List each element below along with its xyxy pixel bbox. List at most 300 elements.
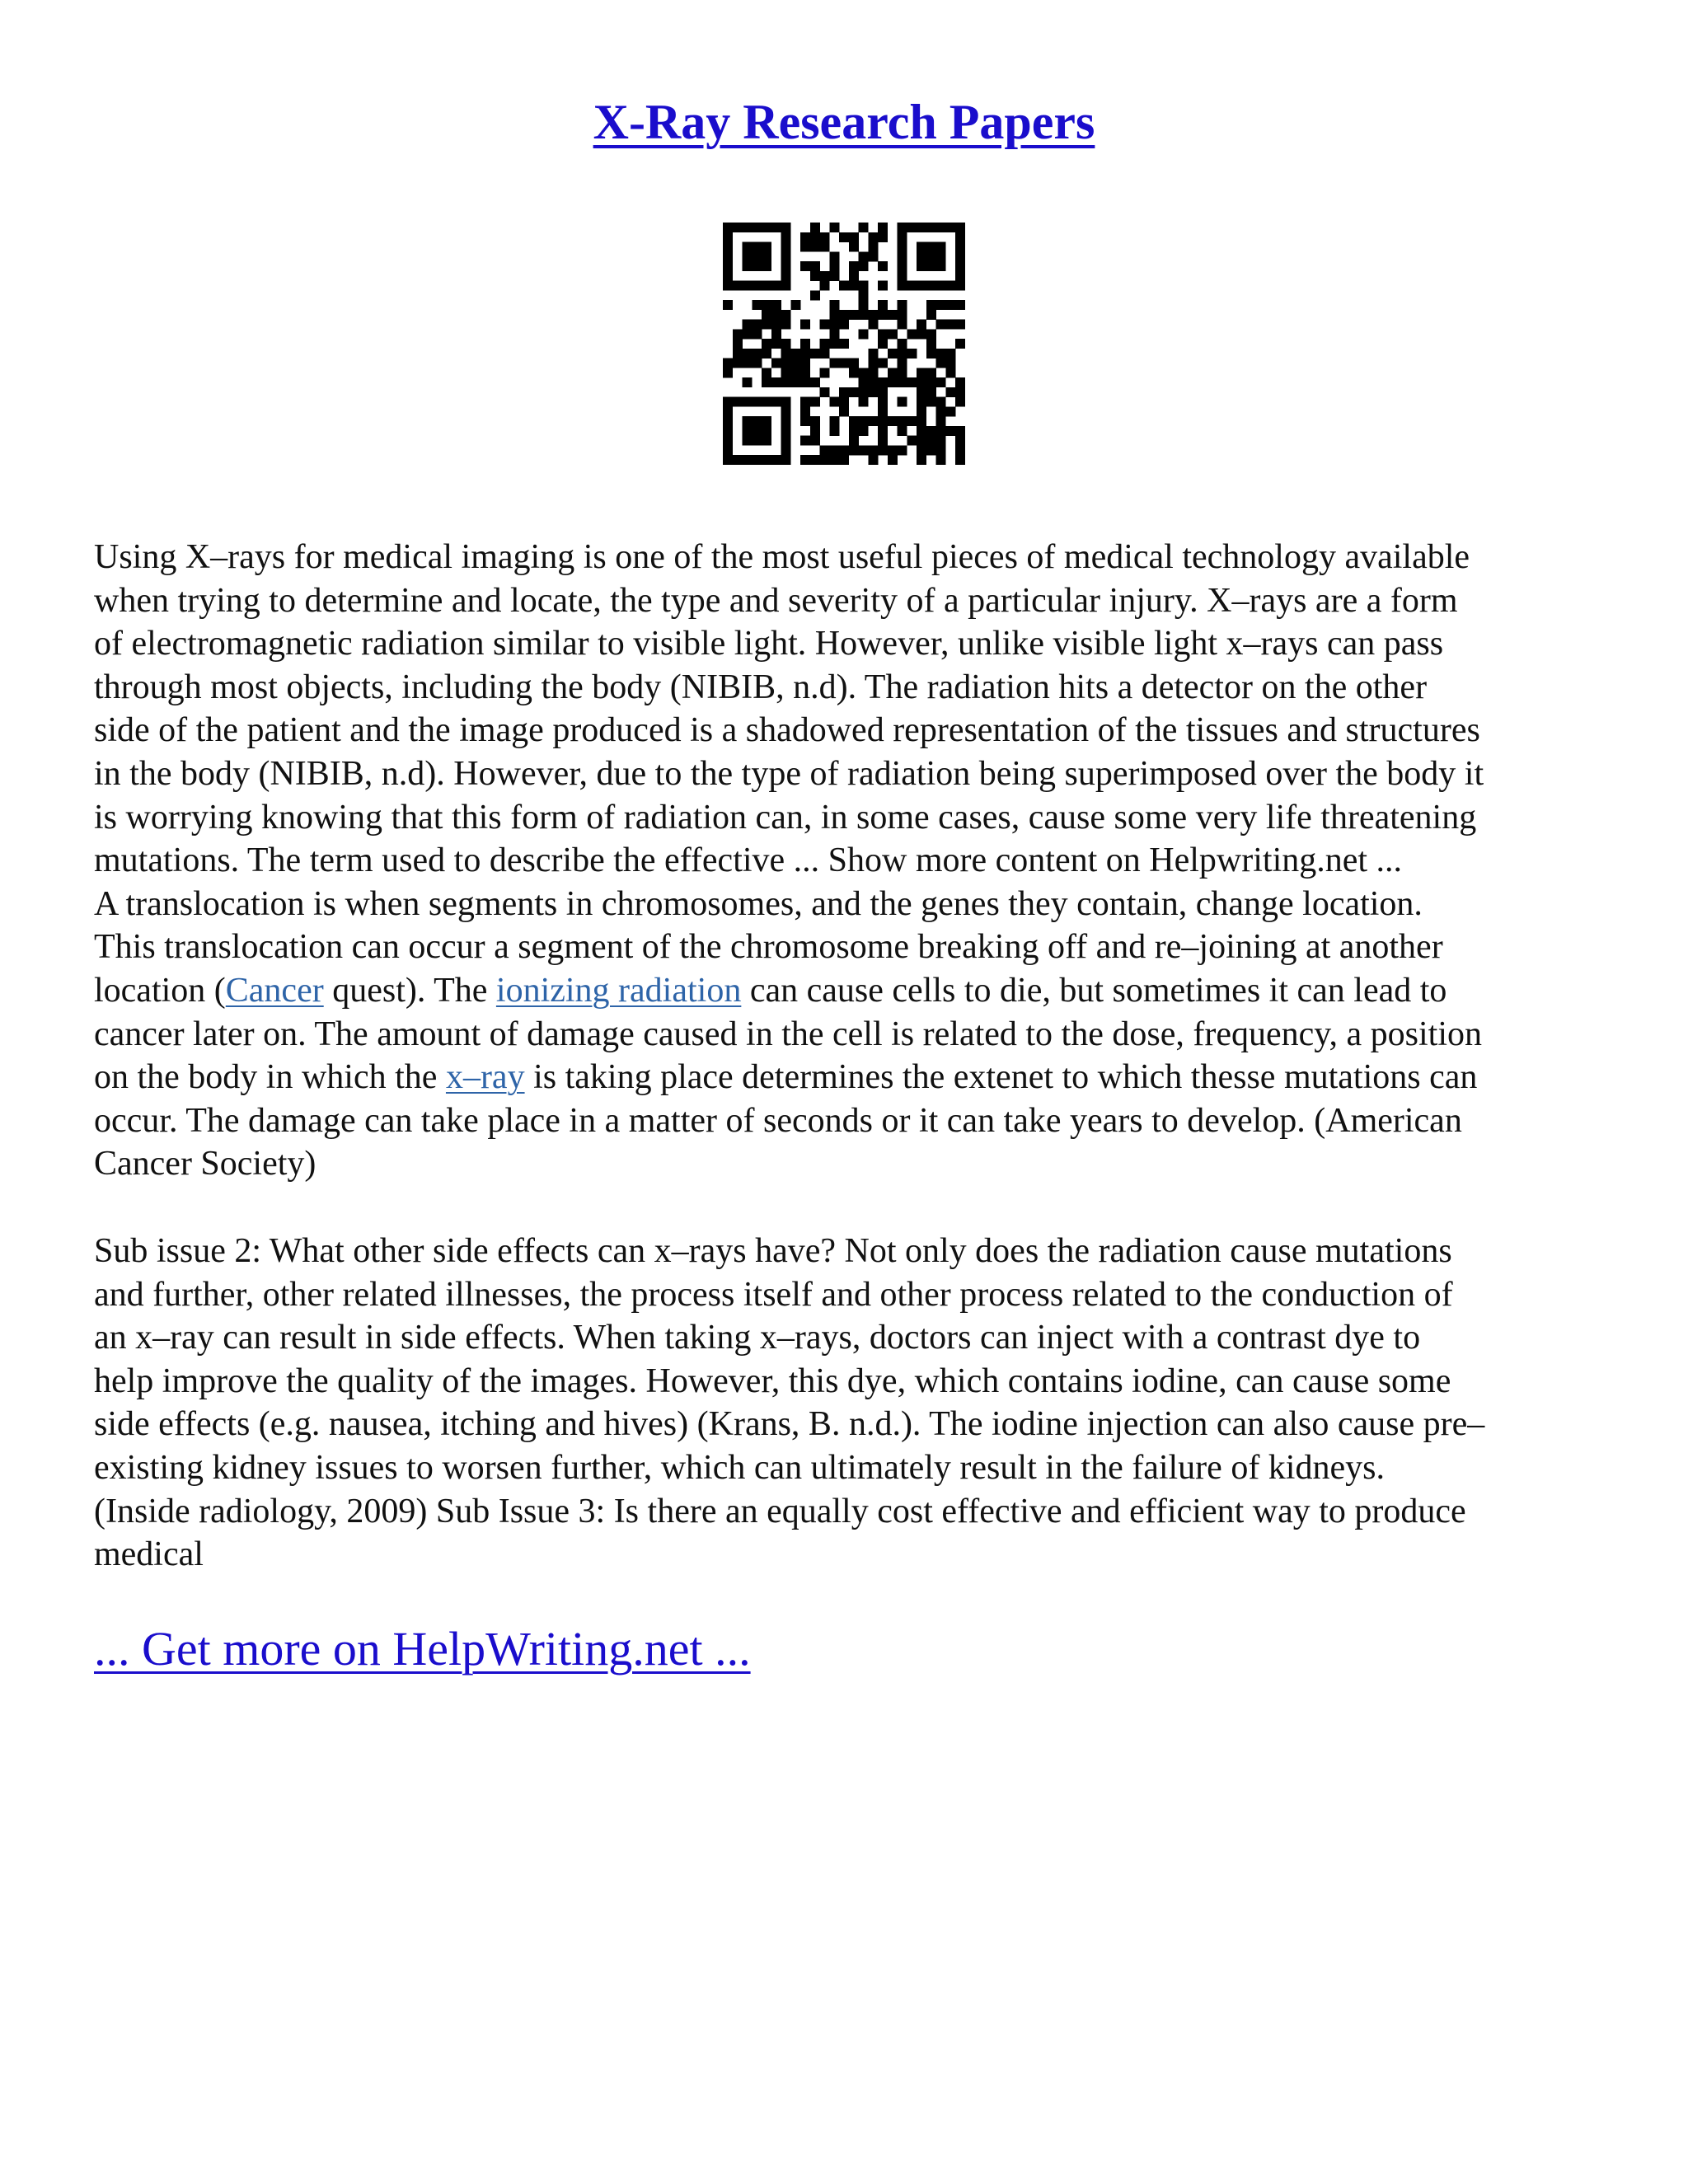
qr-module — [888, 416, 898, 426]
qr-module — [955, 281, 965, 291]
qr-module — [868, 310, 878, 320]
qr-module — [781, 261, 791, 271]
qr-module — [752, 455, 762, 465]
qr-module — [839, 359, 849, 368]
qr-module — [781, 455, 791, 465]
qr-module — [907, 329, 917, 339]
qr-module — [926, 349, 936, 359]
qr-module — [743, 223, 753, 232]
qr-module — [955, 251, 965, 261]
qr-module — [849, 368, 859, 377]
qr-module — [898, 251, 907, 261]
qr-module — [917, 416, 926, 426]
qr-module — [907, 377, 917, 387]
qr-module — [878, 397, 888, 407]
x-ray-link[interactable]: x–ray — [445, 1058, 525, 1097]
qr-module — [771, 320, 781, 330]
body-paragraph-2: Sub issue 2: What other side effects can x–rays have? Not only does the radiation cause mutations and further, other related illnesses, the process itself and other process related to the conduction of an x–ray can result in side effects. When taking x–rays, doctors can inject with a contrast dye to help improve the quality of the images. However, this dye, which contains iodine, can cause some side effects (e.g. nausea, itching and hives) (Krans, B. n.d.). The iodine injection can also cause pre– existing kidney issues to worsen further, which can ultimately result in the failure of kidneys. (Inside radiology, 2009) Sub Issue 3: Is there an equally cost effective and efficient way to produce medical — [94, 1232, 1485, 1574]
qr-module — [723, 368, 733, 377]
qr-module — [936, 261, 946, 271]
qr-module — [723, 445, 733, 455]
qr-module — [723, 455, 733, 465]
qr-module — [752, 359, 762, 368]
qr-module — [926, 261, 936, 271]
qr-module — [752, 329, 762, 339]
qr-module — [898, 271, 907, 281]
qr-module — [868, 242, 878, 252]
qr-module — [849, 242, 859, 252]
qr-module — [868, 251, 878, 261]
qr-module — [762, 339, 771, 349]
qr-module — [790, 377, 800, 387]
qr-module — [917, 387, 926, 397]
qr-module — [849, 261, 859, 271]
qr-module — [800, 397, 810, 407]
qr-module — [762, 320, 771, 330]
qr-module — [917, 426, 926, 436]
qr-module — [945, 387, 955, 397]
qr-module — [781, 281, 791, 291]
qr-module — [829, 320, 839, 330]
qr-module — [829, 339, 839, 349]
qr-module — [945, 426, 955, 436]
qr-module — [781, 359, 791, 368]
qr-module — [859, 397, 869, 407]
qr-module — [800, 242, 810, 252]
qr-module — [868, 368, 878, 377]
qr-module — [868, 349, 878, 359]
qr-module — [868, 387, 878, 397]
qr-module — [762, 281, 771, 291]
qr-module — [878, 406, 888, 416]
qr-module — [898, 359, 907, 368]
qr-module — [733, 359, 743, 368]
qr-module — [936, 426, 946, 436]
qr-module — [781, 339, 791, 349]
qr-module — [917, 320, 926, 330]
qr-module — [829, 426, 839, 436]
qr-module — [936, 416, 946, 426]
qr-module — [723, 406, 733, 416]
qr-module — [781, 271, 791, 281]
qr-module — [859, 300, 869, 310]
qr-module — [800, 406, 810, 416]
qr-module — [859, 387, 869, 397]
qr-module — [898, 232, 907, 242]
qr-module — [936, 445, 946, 455]
qr-module — [859, 281, 869, 291]
qr-module — [762, 377, 771, 387]
qr-module — [888, 368, 898, 377]
qr-module — [859, 310, 869, 320]
qr-module — [743, 329, 753, 339]
qr-module — [743, 242, 753, 252]
qr-module — [723, 359, 733, 368]
qr-module — [849, 271, 859, 281]
qr-module — [723, 261, 733, 271]
qr-module — [723, 251, 733, 261]
qr-module — [859, 223, 869, 232]
qr-module — [917, 223, 926, 232]
qr-module — [888, 310, 898, 320]
qr-module — [781, 320, 791, 330]
qr-module — [878, 310, 888, 320]
qr-module — [820, 368, 830, 377]
qr-module — [723, 223, 733, 232]
qr-module — [926, 300, 936, 310]
qr-module — [917, 368, 926, 377]
qr-module — [907, 281, 917, 291]
qr-module — [743, 359, 753, 368]
qr-module — [907, 416, 917, 426]
qr-module — [907, 349, 917, 359]
cancer-link[interactable]: Cancer — [225, 971, 324, 1010]
qr-module — [781, 251, 791, 261]
qr-module — [781, 310, 791, 320]
qr-module — [839, 406, 849, 416]
qr-module — [762, 397, 771, 407]
qr-module — [936, 349, 946, 359]
qr-module — [820, 232, 830, 242]
qr-module — [762, 251, 771, 261]
qr-module — [859, 445, 869, 455]
qr-module — [733, 281, 743, 291]
qr-module — [810, 271, 820, 281]
paragraph-1-text-a: Using X–rays for medical imaging is one of the most useful pieces of medical technology available when trying to determine and locate, the type and severity of a particular injury. X–rays are a form of electromagnetic radiation similar to visible light. However, unlike visible light x–rays can pass through most objects, including the body (NIBIB, n.d). The radiation hits a detector on the other side of the patient and the image produced is a shadowed representation of the tissues and structures in the body (NIBIB, n.d). However, due to the type of radiation being superimposed over the body it is worrying knowing that this form of radiation can, in some cases, cause some very life threatening mutations. The term used to describe the effective ... Show more content on Helpwriting.net ... A translocation is when segments in chromosomes, and the genes they contain, change location. This translocation can occur a segment of the chromosome breaking off and re–joining at another location ( — [94, 538, 1484, 1010]
qr-module — [839, 445, 849, 455]
qr-module — [955, 455, 965, 465]
qr-module — [771, 281, 781, 291]
qr-module — [898, 300, 907, 310]
qr-module — [723, 436, 733, 446]
qr-module — [926, 426, 936, 436]
qr-module — [733, 349, 743, 359]
qr-module — [917, 406, 926, 416]
qr-module — [810, 242, 820, 252]
qr-module — [743, 397, 753, 407]
qr-module — [762, 455, 771, 465]
qr-module — [878, 281, 888, 291]
qr-module — [926, 310, 936, 320]
qr-module — [955, 436, 965, 446]
qr-module — [859, 290, 869, 300]
qr-module — [898, 368, 907, 377]
qr-module — [955, 232, 965, 242]
qr-module — [945, 406, 955, 416]
qr-module — [936, 320, 946, 330]
qr-module — [839, 232, 849, 242]
qr-module — [810, 455, 820, 465]
qr-module — [781, 232, 791, 242]
qr-module — [752, 281, 762, 291]
qr-module — [945, 349, 955, 359]
qr-module — [771, 339, 781, 349]
qr-module — [898, 445, 907, 455]
qr-module — [907, 223, 917, 232]
qr-module — [878, 436, 888, 446]
qr-module — [878, 223, 888, 232]
body-paragraph-1 — [94, 536, 1602, 1186]
qr-module — [849, 310, 859, 320]
qr-module — [820, 455, 830, 465]
qr-module — [723, 397, 733, 407]
qr-module — [800, 232, 810, 242]
qr-module — [878, 232, 888, 242]
qr-module — [955, 339, 965, 349]
qr-module — [829, 300, 839, 310]
qr-module — [723, 300, 733, 310]
qr-module — [752, 251, 762, 261]
qr-module — [829, 359, 839, 368]
qr-module — [926, 377, 936, 387]
qr-module — [810, 290, 820, 300]
qr-module — [733, 397, 743, 407]
qr-module — [810, 223, 820, 232]
qr-module — [888, 445, 898, 455]
qr-module — [810, 416, 820, 426]
qr-module — [849, 359, 859, 368]
qr-module — [936, 223, 946, 232]
qr-module — [849, 387, 859, 397]
qr-module — [810, 426, 820, 436]
qr-module — [762, 261, 771, 271]
qr-module — [762, 426, 771, 436]
qr-module — [926, 223, 936, 232]
qr-module — [752, 426, 762, 436]
qr-module — [868, 320, 878, 330]
qr-module — [752, 223, 762, 232]
qr-module — [733, 329, 743, 339]
qr-module — [936, 436, 946, 446]
qr-module — [926, 281, 936, 291]
qr-module — [878, 261, 888, 271]
qr-module — [849, 426, 859, 436]
qr-module — [917, 377, 926, 387]
qr-module — [771, 397, 781, 407]
qr-module — [829, 251, 839, 261]
qr-module — [868, 377, 878, 387]
qr-module — [936, 377, 946, 387]
qr-module — [790, 349, 800, 359]
qr-module — [926, 436, 936, 446]
qr-module — [898, 426, 907, 436]
qr-module — [733, 455, 743, 465]
qr-module — [926, 397, 936, 407]
qr-module — [771, 455, 781, 465]
qr-module — [888, 349, 898, 359]
qr-module — [752, 416, 762, 426]
qr-module — [955, 261, 965, 271]
qr-code-graphic — [723, 223, 965, 465]
qr-module — [781, 242, 791, 252]
qr-module — [810, 261, 820, 271]
qr-module — [743, 349, 753, 359]
qr-module — [898, 339, 907, 349]
qr-module — [936, 455, 946, 465]
qr-module — [859, 261, 869, 271]
qr-module — [800, 377, 810, 387]
qr-module — [955, 320, 965, 330]
qr-module — [859, 329, 869, 339]
qr-module — [743, 436, 753, 446]
qr-module — [781, 349, 791, 359]
qr-module — [781, 416, 791, 426]
qr-module — [917, 329, 926, 339]
qr-module — [859, 368, 869, 377]
qr-module — [859, 426, 869, 436]
qr-module — [752, 261, 762, 271]
qr-module — [945, 359, 955, 368]
qr-module — [800, 416, 810, 426]
ionizing-radiation-link[interactable]: ionizing radiation — [495, 971, 742, 1010]
qr-module — [752, 320, 762, 330]
qr-module — [829, 445, 839, 455]
qr-module — [820, 281, 830, 291]
qr-module — [800, 320, 810, 330]
qr-module — [829, 310, 839, 320]
qr-module — [810, 436, 820, 446]
qr-module — [926, 368, 936, 377]
qr-module — [743, 320, 753, 330]
qr-module — [955, 397, 965, 407]
qr-module — [926, 387, 936, 397]
qr-module — [790, 300, 800, 310]
qr-module — [723, 271, 733, 281]
qr-module — [945, 368, 955, 377]
qr-module — [955, 387, 965, 397]
qr-module — [839, 387, 849, 397]
qr-module — [790, 368, 800, 377]
qr-module — [723, 232, 733, 242]
qr-module — [955, 300, 965, 310]
qr-module — [800, 339, 810, 349]
qr-module — [917, 445, 926, 455]
qr-module — [762, 368, 771, 377]
qr-module — [810, 349, 820, 359]
qr-module — [955, 426, 965, 436]
qr-module — [888, 329, 898, 339]
qr-module — [839, 320, 849, 330]
qr-module — [829, 397, 839, 407]
qr-module — [945, 223, 955, 232]
qr-module — [810, 397, 820, 407]
qr-module — [810, 232, 820, 242]
qr-module — [955, 445, 965, 455]
qr-module — [849, 436, 859, 446]
qr-module — [762, 310, 771, 320]
qr-module — [752, 436, 762, 446]
qr-module — [917, 436, 926, 446]
qr-module — [859, 251, 869, 261]
qr-module — [733, 339, 743, 349]
qr-module — [955, 377, 965, 387]
qr-module — [743, 261, 753, 271]
qr-module — [898, 242, 907, 252]
qr-module — [820, 320, 830, 330]
qr-module — [878, 387, 888, 397]
qr-module — [771, 223, 781, 232]
qr-module — [936, 251, 946, 261]
qr-module — [868, 416, 878, 426]
qr-module — [898, 261, 907, 271]
qr-module — [723, 242, 733, 252]
qr-module — [878, 426, 888, 436]
qr-module — [820, 445, 830, 455]
qr-module — [781, 377, 791, 387]
qr-module — [868, 455, 878, 465]
paragraph-1-text-c: can cause cells to die, but sometimes it can lead to cancer later on. The amount of damage caused in the cell is related to the dose, frequency, a position on the body in which the — [94, 971, 1483, 1097]
qr-module — [878, 416, 888, 426]
qr-module — [839, 310, 849, 320]
qr-module — [820, 271, 830, 281]
qr-module — [878, 300, 888, 310]
qr-module — [878, 359, 888, 368]
qr-module — [743, 281, 753, 291]
qr-module — [898, 281, 907, 291]
qr-module — [859, 416, 869, 426]
qr-module — [888, 455, 898, 465]
qr-module — [752, 349, 762, 359]
paragraph-1-text-d: is taking place determines the extenet to which thesse mutations can occur. The damage can take place in a matter of seconds or it can take years to develop. (American Cancer Society) — [94, 1058, 1478, 1183]
qr-module — [945, 281, 955, 291]
qr-code-icon — [723, 223, 965, 465]
qr-module — [878, 339, 888, 349]
qr-module — [936, 281, 946, 291]
qr-module — [820, 387, 830, 397]
qr-module — [790, 359, 800, 368]
qr-module — [743, 455, 753, 465]
qr-module — [888, 377, 898, 387]
qr-module — [839, 397, 849, 407]
qr-module — [849, 445, 859, 455]
qr-module — [743, 416, 753, 426]
qr-module — [829, 329, 839, 339]
qr-module — [955, 271, 965, 281]
get-more-link[interactable]: ... Get more on HelpWriting.net ... — [94, 1622, 751, 1675]
qr-module — [868, 359, 878, 368]
qr-module — [743, 426, 753, 436]
qr-module — [936, 406, 946, 416]
qr-module — [733, 223, 743, 232]
qr-module — [723, 426, 733, 436]
qr-module — [752, 397, 762, 407]
qr-module — [752, 242, 762, 252]
qr-module — [829, 271, 839, 281]
qr-module — [917, 397, 926, 407]
qr-module — [868, 232, 878, 242]
qr-module — [781, 368, 791, 377]
qr-module — [917, 251, 926, 261]
qr-module — [936, 359, 946, 368]
qr-module — [829, 416, 839, 426]
qr-module — [743, 377, 753, 387]
title-link[interactable]: X-Ray Research Papers — [593, 95, 1095, 149]
qr-module — [829, 261, 839, 271]
qr-module — [926, 242, 936, 252]
page-title — [0, 89, 1688, 155]
qr-module — [898, 310, 907, 320]
qr-module — [936, 397, 946, 407]
qr-module — [762, 436, 771, 446]
qr-module — [955, 242, 965, 252]
qr-module — [781, 445, 791, 455]
qr-module — [723, 281, 733, 291]
qr-module — [829, 223, 839, 232]
qr-module — [917, 261, 926, 271]
qr-module — [955, 223, 965, 232]
qr-module — [820, 242, 830, 252]
qr-module — [945, 300, 955, 310]
